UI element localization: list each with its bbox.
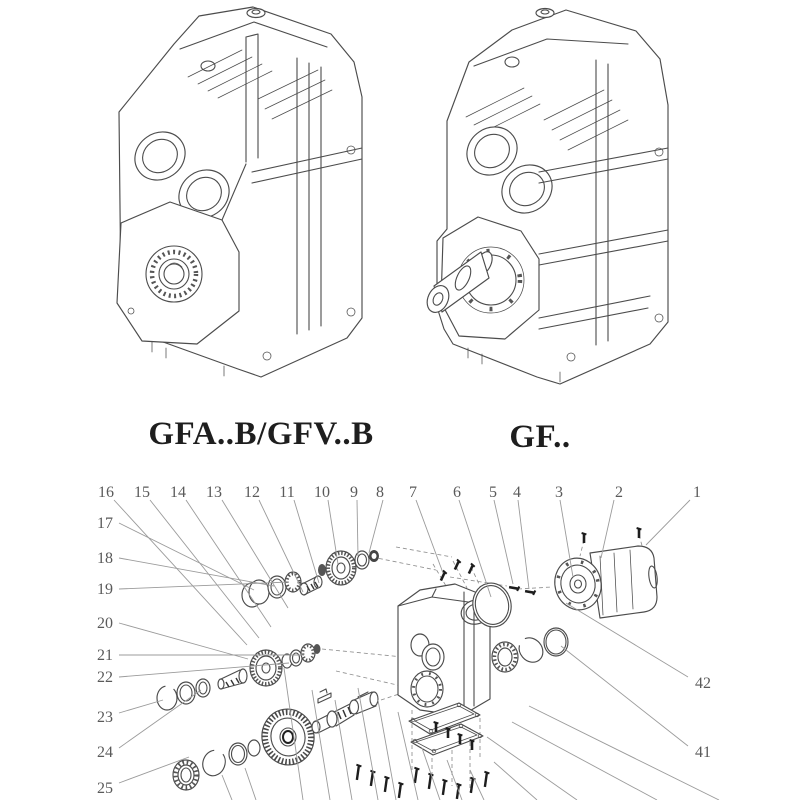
callout-number-18: 18: [97, 550, 113, 567]
leader-line: [150, 500, 259, 638]
snap-ring: [199, 747, 229, 779]
leader-line: [294, 500, 319, 583]
pinion-gear: [326, 551, 356, 585]
callout-number-4: 4: [513, 484, 521, 501]
callout-number-10: 10: [314, 484, 330, 501]
callout-number-16: 16: [98, 484, 114, 501]
callout-number-20: 20: [97, 615, 113, 632]
callout-number-22: 22: [97, 669, 113, 686]
leader-line: [114, 500, 247, 645]
callout-number-13: 13: [206, 484, 222, 501]
oil-plug-top: [247, 9, 265, 18]
callout-number-23: 23: [97, 709, 113, 726]
callout-number-15: 15: [134, 484, 150, 501]
leader-line: [312, 690, 330, 800]
leader-line: [447, 760, 462, 800]
leader-line: [422, 748, 440, 800]
leader-line: [646, 500, 690, 545]
exploded-view: [97, 484, 719, 800]
callout-number-24: 24: [97, 744, 113, 761]
callout-number-19: 19: [97, 581, 113, 598]
callout-number-3: 3: [555, 484, 563, 501]
output-gear: [258, 705, 319, 769]
callout-number-21: 21: [97, 647, 113, 664]
callout-number-11: 11: [279, 484, 295, 501]
callout-number-5: 5: [489, 484, 497, 501]
housing-figure-gfab-gfvb: [117, 7, 362, 377]
callout-number-9: 9: [350, 484, 358, 501]
callout-number-2: 2: [615, 484, 623, 501]
leader-line: [335, 700, 352, 800]
leader-line: [369, 500, 383, 553]
callout-number-12: 12: [244, 484, 260, 501]
leader-line: [119, 623, 248, 659]
shaft-key: [318, 689, 331, 703]
callout-number-41: 41: [695, 744, 711, 761]
callout-number-6: 6: [453, 484, 461, 501]
output-shaft-assembly: [173, 689, 378, 790]
intermediate-shaft-assembly: [157, 644, 321, 710]
housing-figure-gf: [423, 9, 668, 385]
figure-label-right: GF..: [509, 419, 571, 455]
snap-ring: [514, 633, 548, 667]
input-shaft-assembly: [242, 550, 379, 607]
leader-line: [518, 500, 529, 589]
leader-line: [357, 500, 358, 556]
callout-number-14: 14: [170, 484, 186, 501]
motor-input-flange: [549, 546, 658, 618]
callout-number-42: 42: [695, 675, 711, 692]
figure-label-left: GFA..B/GFV..B: [148, 416, 374, 452]
leader-line: [494, 500, 513, 584]
leader-line: [487, 737, 577, 800]
callout-number-8: 8: [376, 484, 384, 501]
output-bearing: [173, 760, 199, 790]
callout-number-1: 1: [693, 484, 701, 501]
leader-line: [119, 558, 274, 586]
leader-line: [222, 775, 232, 800]
output-flange-face: [117, 202, 239, 344]
leader-line: [416, 500, 443, 573]
callout-number-7: 7: [409, 484, 417, 501]
leader-line: [245, 768, 256, 800]
callout-number-25: 25: [97, 780, 113, 797]
bottom-cover-and-gasket: [354, 703, 489, 799]
leader-line: [119, 523, 254, 590]
oil-plug-top: [536, 9, 554, 18]
leader-line: [186, 500, 271, 627]
leader-line: [119, 700, 163, 713]
output-shaft-part: [312, 692, 378, 733]
callout-number-17: 17: [97, 515, 113, 532]
